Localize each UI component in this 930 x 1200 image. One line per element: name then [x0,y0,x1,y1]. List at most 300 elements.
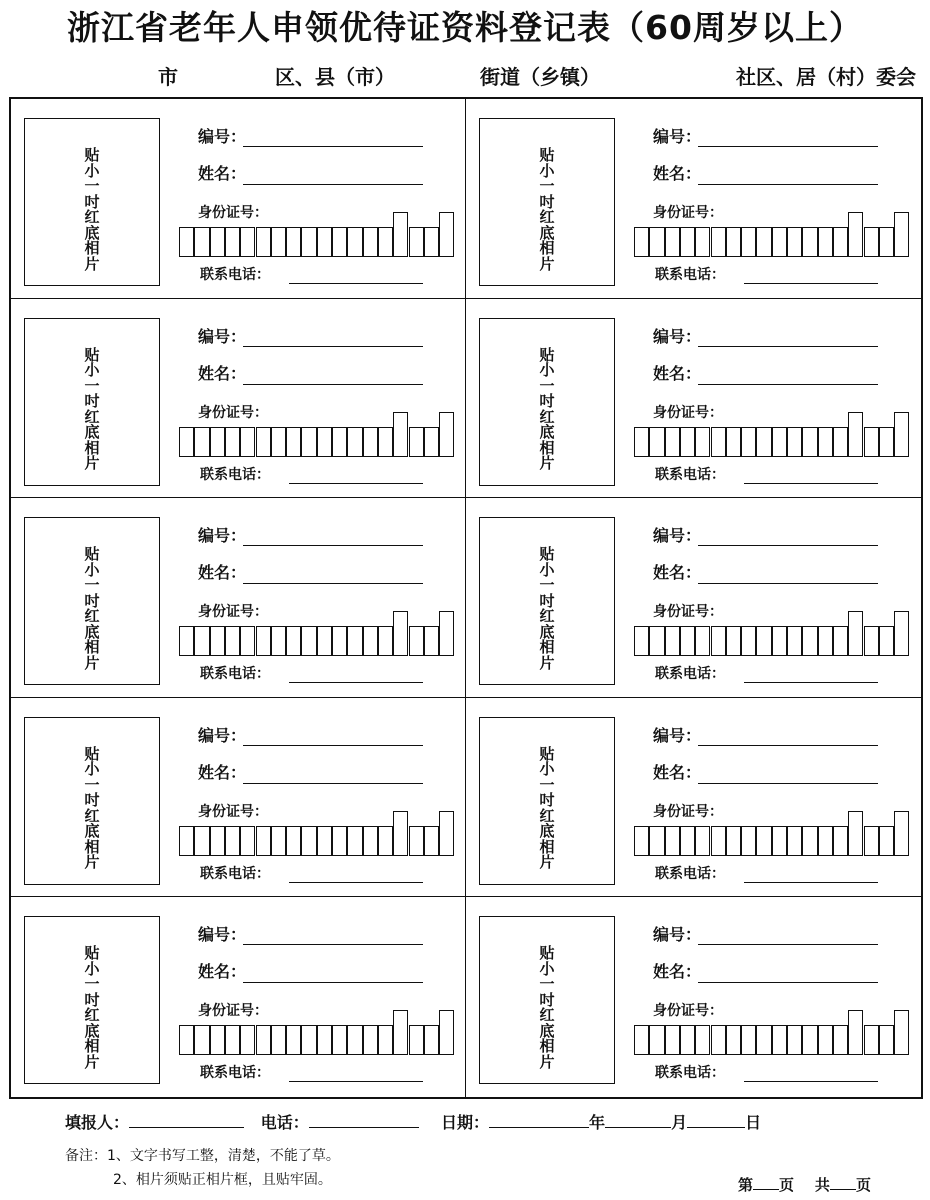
id-digit-box[interactable] [772,626,787,656]
id-number-boxes[interactable] [634,609,909,656]
day-field[interactable] [687,1113,745,1128]
id-digit-box[interactable] [286,626,301,656]
name-field[interactable] [243,783,423,784]
id-digit-box[interactable] [240,227,255,257]
id-digit-box[interactable] [848,611,863,656]
id-digit-box[interactable] [833,427,848,457]
id-digit-box[interactable] [439,611,454,656]
photo-instruction: 贴小一吋红底相片 [539,545,555,672]
id-digit-box[interactable] [787,1025,802,1055]
phone-field[interactable] [289,1081,423,1082]
id-digit-box[interactable] [439,412,454,457]
id-digit-box[interactable] [802,1025,817,1055]
registration-grid [9,97,923,1099]
id-number-boxes[interactable] [179,210,454,257]
name-field[interactable] [698,783,878,784]
id-label: 身份证号： [198,803,268,820]
id-digit-box[interactable] [332,1025,347,1055]
id-digit-box[interactable] [439,1010,454,1055]
id-digit-box[interactable] [695,427,710,457]
id-number-boxes[interactable] [179,809,454,856]
id-label: 身份证号： [198,1003,268,1020]
id-digit-box[interactable] [332,626,347,656]
id-number-boxes[interactable] [634,410,909,457]
id-digit-box[interactable] [634,1025,649,1055]
photo-box[interactable] [24,318,160,486]
id-digit-box[interactable] [726,626,741,656]
id-digit-box[interactable] [772,826,787,856]
id-digit-box[interactable] [695,1025,710,1055]
phone-label: 联系电话： [200,666,270,683]
id-digit-box[interactable] [634,227,649,257]
number-label: 编号： [653,925,702,945]
phone-label: 联系电话： [200,267,270,283]
page-number-field[interactable] [753,1175,779,1190]
id-digit-box[interactable] [833,826,848,856]
id-digit-box[interactable] [680,626,695,656]
id-digit-box[interactable] [741,826,756,856]
id-digit-box[interactable] [802,626,817,656]
id-digit-box[interactable] [649,626,664,656]
id-digit-box[interactable] [179,427,194,457]
id-number-boxes[interactable] [179,1008,454,1055]
month-label: 月 [671,1113,688,1132]
id-digit-box[interactable] [864,227,879,257]
id-digit-box[interactable] [424,427,439,457]
id-digit-box[interactable] [818,1025,833,1055]
note-line-2: 2、相片须贴正相片框，且贴牢固。 [113,1172,332,1188]
id-digit-box[interactable] [695,826,710,856]
id-digit-box[interactable] [179,626,194,656]
number-label: 编号： [653,326,702,346]
phone-label: 联系电话： [655,466,725,483]
id-digit-box[interactable] [802,227,817,257]
number-label: 编号： [198,526,247,546]
id-digit-box[interactable] [378,826,393,856]
id-digit-box[interactable] [787,826,802,856]
id-digit-box[interactable] [256,227,271,257]
number-field[interactable] [243,346,423,347]
id-digit-box[interactable] [409,427,424,457]
photo-box[interactable] [479,318,615,486]
id-digit-box[interactable] [393,212,408,257]
id-digit-box[interactable] [393,811,408,856]
id-digit-box[interactable] [179,826,194,856]
id-digit-box[interactable] [256,1025,271,1055]
id-digit-box[interactable] [424,1025,439,1055]
id-digit-box[interactable] [711,626,726,656]
id-digit-box[interactable] [347,826,362,856]
name-label: 姓名： [653,962,702,982]
id-label: 身份证号： [653,1003,723,1020]
id-digit-box[interactable] [711,227,726,257]
id-digit-box[interactable] [741,427,756,457]
phone-field[interactable] [289,283,423,284]
id-digit-box[interactable] [271,227,286,257]
id-digit-box[interactable] [695,227,710,257]
id-digit-box[interactable] [393,1010,408,1055]
id-digit-box[interactable] [756,826,771,856]
photo-box[interactable] [479,517,615,685]
id-digit-box[interactable] [665,227,680,257]
number-field[interactable] [698,346,878,347]
year-field[interactable] [489,1113,589,1128]
registration-card [466,897,921,1097]
photo-instruction: 贴小一吋红底相片 [539,345,555,473]
footer-fill-line [65,1113,761,1133]
id-digit-box[interactable] [711,826,726,856]
id-digit-box[interactable] [756,1025,771,1055]
number-label: 编号： [198,725,247,745]
phone-field[interactable] [744,1081,878,1082]
id-digit-box[interactable] [680,1025,695,1055]
id-digit-box[interactable] [879,826,894,856]
id-digit-box[interactable] [332,826,347,856]
photo-instruction: 贴小一吋红底相片 [539,944,555,1071]
id-digit-box[interactable] [741,227,756,257]
id-digit-box[interactable] [240,626,255,656]
id-digit-box[interactable] [409,626,424,656]
month-field[interactable] [605,1113,671,1128]
id-digit-box[interactable] [726,427,741,457]
id-digit-box[interactable] [894,212,909,257]
id-digit-box[interactable] [301,227,316,257]
id-digit-box[interactable] [194,826,209,856]
id-digit-box[interactable] [680,427,695,457]
id-digit-box[interactable] [317,227,332,257]
id-digit-box[interactable] [363,427,378,457]
photo-instruction: 贴小一吋红底相片 [84,944,100,1071]
phone-label: 联系电话： [655,267,725,283]
name-label: 姓名： [198,363,247,383]
id-digit-box[interactable] [787,227,802,257]
id-digit-box[interactable] [240,826,255,856]
id-label: 身份证号： [653,604,723,621]
id-label: 身份证号： [198,604,268,621]
id-digit-box[interactable] [894,1010,909,1055]
id-digit-box[interactable] [787,427,802,457]
id-digit-box[interactable] [424,826,439,856]
id-digit-box[interactable] [378,227,393,257]
id-digit-box[interactable] [240,1025,255,1055]
id-digit-box[interactable] [665,1025,680,1055]
id-digit-box[interactable] [378,626,393,656]
id-digit-box[interactable] [802,826,817,856]
registration-card [11,99,466,299]
id-digit-box[interactable] [194,626,209,656]
id-digit-box[interactable] [879,626,894,656]
photo-instruction: 贴小一吋红底相片 [84,744,100,872]
id-digit-box[interactable] [864,427,879,457]
id-digit-box[interactable] [439,811,454,856]
id-digit-box[interactable] [818,227,833,257]
id-digit-box[interactable] [225,826,240,856]
id-digit-box[interactable] [332,427,347,457]
id-digit-box[interactable] [317,826,332,856]
phone-label: 联系电话： [655,865,725,882]
id-digit-box[interactable] [864,1025,879,1055]
registration-card [466,498,921,698]
page-suffix: 页 [779,1176,795,1194]
id-digit-box[interactable] [424,626,439,656]
name-label: 姓名： [198,762,247,782]
id-digit-box[interactable] [194,1025,209,1055]
registration-card [11,299,466,499]
number-field[interactable] [243,944,423,945]
id-digit-box[interactable] [256,826,271,856]
phone-label: 联系电话： [200,466,270,483]
id-digit-box[interactable] [286,227,301,257]
id-digit-box[interactable] [347,626,362,656]
name-field[interactable] [243,982,423,983]
id-digit-box[interactable] [726,227,741,257]
id-digit-box[interactable] [179,227,194,257]
photo-box[interactable] [479,118,615,286]
id-digit-box[interactable] [317,427,332,457]
id-digit-box[interactable] [301,826,316,856]
number-field[interactable] [698,745,878,746]
page-indicator [738,1175,871,1195]
id-digit-box[interactable] [741,626,756,656]
id-digit-box[interactable] [225,227,240,257]
phone-label: 联系电话： [655,1065,725,1082]
id-digit-box[interactable] [194,427,209,457]
name-field[interactable] [243,583,423,584]
id-digit-box[interactable] [894,611,909,656]
name-field[interactable] [698,184,878,185]
id-digit-box[interactable] [665,626,680,656]
id-digit-box[interactable] [833,227,848,257]
name-field[interactable] [243,184,423,185]
id-digit-box[interactable] [409,826,424,856]
phone-field[interactable] [289,682,423,683]
photo-box[interactable] [24,517,160,685]
name-label: 姓名： [653,762,702,782]
name-field[interactable] [698,384,878,385]
id-digit-box[interactable] [210,826,225,856]
phone-field[interactable] [744,682,878,683]
id-digit-box[interactable] [363,626,378,656]
id-digit-box[interactable] [833,626,848,656]
id-digit-box[interactable] [711,427,726,457]
number-label: 编号： [653,526,702,546]
id-digit-box[interactable] [424,227,439,257]
id-digit-box[interactable] [409,1025,424,1055]
id-digit-box[interactable] [894,811,909,856]
number-field[interactable] [243,146,423,147]
id-digit-box[interactable] [225,1025,240,1055]
id-digit-box[interactable] [378,427,393,457]
number-field[interactable] [698,146,878,147]
id-number-boxes[interactable] [634,809,909,856]
id-digit-box[interactable] [818,826,833,856]
id-digit-box[interactable] [787,626,802,656]
id-number-boxes[interactable] [634,1008,909,1055]
photo-instruction: 贴小一吋红底相片 [84,545,100,672]
id-label: 身份证号： [653,205,723,221]
id-digit-box[interactable] [210,227,225,257]
id-digit-box[interactable] [347,1025,362,1055]
name-field[interactable] [243,384,423,385]
photo-box[interactable] [24,916,160,1084]
id-digit-box[interactable] [802,427,817,457]
date-label: 日期： [441,1113,490,1132]
photo-box[interactable] [24,118,160,286]
id-digit-box[interactable] [194,227,209,257]
id-digit-box[interactable] [378,1025,393,1055]
id-digit-box[interactable] [363,826,378,856]
id-digit-box[interactable] [210,1025,225,1055]
id-digit-box[interactable] [848,412,863,457]
phone-field[interactable] [744,283,878,284]
id-digit-box[interactable] [271,626,286,656]
id-digit-box[interactable] [756,227,771,257]
photo-instruction: 贴小一吋红底相片 [84,345,100,473]
photo-box[interactable] [24,717,160,885]
name-label: 姓名： [653,563,702,583]
total-label: 共 [814,1176,830,1194]
id-digit-box[interactable] [363,227,378,257]
id-digit-box[interactable] [634,826,649,856]
id-digit-box[interactable] [301,427,316,457]
id-digit-box[interactable] [286,1025,301,1055]
region-city-label: 市 [158,65,178,89]
id-digit-box[interactable] [240,427,255,457]
id-digit-box[interactable] [680,227,695,257]
day-label: 日 [745,1113,762,1132]
id-number-boxes[interactable] [634,210,909,257]
id-digit-box[interactable] [772,1025,787,1055]
id-digit-box[interactable] [256,626,271,656]
id-digit-box[interactable] [286,826,301,856]
id-digit-box[interactable] [439,212,454,257]
footer-phone-field[interactable] [309,1113,419,1128]
number-field[interactable] [243,745,423,746]
id-digit-box[interactable] [726,826,741,856]
id-digit-box[interactable] [634,626,649,656]
id-digit-box[interactable] [210,626,225,656]
registration-card [466,698,921,898]
id-digit-box[interactable] [256,427,271,457]
id-digit-box[interactable] [772,227,787,257]
id-digit-box[interactable] [317,1025,332,1055]
name-label: 姓名： [198,962,247,982]
id-digit-box[interactable] [864,626,879,656]
registration-card [11,897,466,1097]
id-digit-box[interactable] [179,1025,194,1055]
name-field[interactable] [698,982,878,983]
id-digit-box[interactable] [301,626,316,656]
id-digit-box[interactable] [879,427,894,457]
id-digit-box[interactable] [271,826,286,856]
id-digit-box[interactable] [833,1025,848,1055]
registration-card [11,498,466,698]
id-digit-box[interactable] [363,1025,378,1055]
phone-field[interactable] [289,483,423,484]
id-digit-box[interactable] [649,1025,664,1055]
id-label: 身份证号： [653,404,723,421]
id-digit-box[interactable] [848,212,863,257]
id-digit-box[interactable] [225,427,240,457]
id-digit-box[interactable] [772,427,787,457]
id-digit-box[interactable] [393,611,408,656]
id-digit-box[interactable] [879,1025,894,1055]
id-digit-box[interactable] [225,626,240,656]
id-digit-box[interactable] [741,1025,756,1055]
id-digit-box[interactable] [286,427,301,457]
id-digit-box[interactable] [818,626,833,656]
id-digit-box[interactable] [756,626,771,656]
id-digit-box[interactable] [756,427,771,457]
number-label: 编号： [198,127,247,146]
id-digit-box[interactable] [649,826,664,856]
id-digit-box[interactable] [848,811,863,856]
id-digit-box[interactable] [848,1010,863,1055]
number-label: 编号： [198,925,247,945]
footer-phone-label: 电话： [260,1113,309,1132]
id-digit-box[interactable] [210,427,225,457]
id-digit-box[interactable] [649,227,664,257]
photo-instruction: 贴小一吋红底相片 [539,744,555,872]
id-digit-box[interactable] [894,412,909,457]
id-digit-box[interactable] [665,427,680,457]
id-number-boxes[interactable] [179,410,454,457]
photo-box[interactable] [479,717,615,885]
id-digit-box[interactable] [726,1025,741,1055]
number-label: 编号： [198,326,247,346]
phone-field[interactable] [744,483,878,484]
phone-label: 联系电话： [200,865,270,882]
filler-field[interactable] [129,1113,244,1128]
phone-field[interactable] [744,882,878,883]
region-community-label: 社区、居（村）委会 [736,65,916,89]
id-digit-box[interactable] [634,427,649,457]
name-label: 姓名： [198,563,247,583]
phone-field[interactable] [289,882,423,883]
id-digit-box[interactable] [680,826,695,856]
id-digit-box[interactable] [347,227,362,257]
name-field[interactable] [698,583,878,584]
id-digit-box[interactable] [301,1025,316,1055]
id-digit-box[interactable] [879,227,894,257]
id-digit-box[interactable] [665,826,680,856]
number-field[interactable] [698,545,878,546]
id-digit-box[interactable] [409,227,424,257]
id-label: 身份证号： [198,404,268,421]
number-field[interactable] [698,944,878,945]
id-digit-box[interactable] [332,227,347,257]
year-label: 年 [589,1113,606,1132]
photo-box[interactable] [479,916,615,1084]
page-label: 第 [738,1176,754,1194]
number-field[interactable] [243,545,423,546]
id-digit-box[interactable] [649,427,664,457]
id-digit-box[interactable] [818,427,833,457]
photo-instruction: 贴小一吋红底相片 [539,146,555,273]
id-digit-box[interactable] [393,412,408,457]
region-district-label: 区、县（市） [275,65,395,89]
id-digit-box[interactable] [864,826,879,856]
id-digit-box[interactable] [271,1025,286,1055]
registration-card [11,698,466,898]
id-digit-box[interactable] [711,1025,726,1055]
id-number-boxes[interactable] [179,609,454,656]
id-digit-box[interactable] [317,626,332,656]
id-digit-box[interactable] [695,626,710,656]
id-digit-box[interactable] [347,427,362,457]
id-digit-box[interactable] [271,427,286,457]
total-pages-field[interactable] [830,1175,856,1190]
